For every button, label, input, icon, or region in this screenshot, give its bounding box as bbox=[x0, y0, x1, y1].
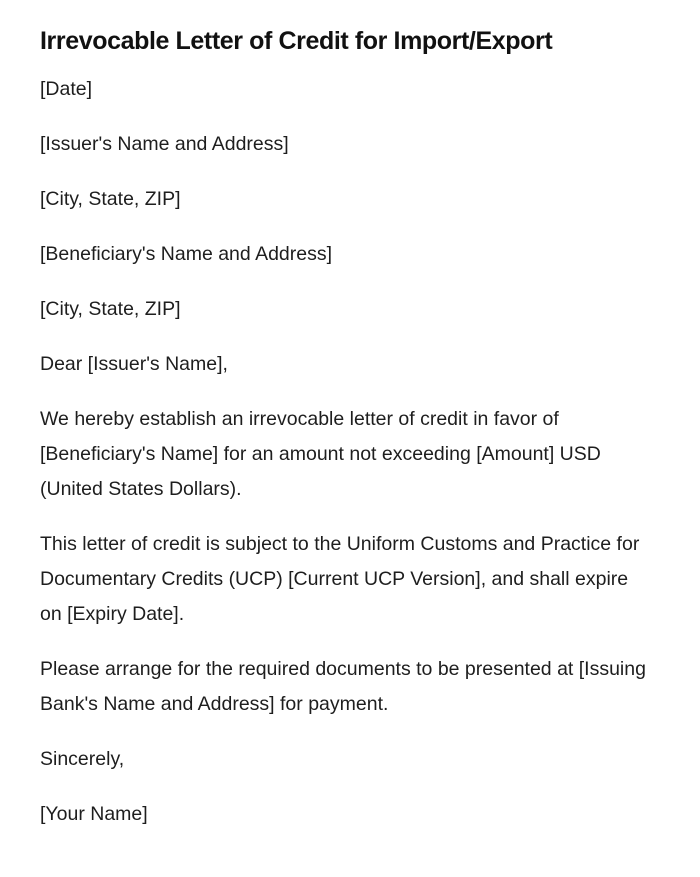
issuer-name-address: [Issuer's Name and Address] bbox=[40, 133, 289, 155]
beneficiary-city-state-zip: [City, State, ZIP] bbox=[40, 298, 181, 320]
letter-document bbox=[40, 24, 650, 852]
body-paragraph-ucp-terms: This letter of credit is subject to the Uniform Customs and Practice for Documentary Credits (UCP) [Current UCP Version], and shall expire on [Expiry Date]. bbox=[40, 533, 640, 625]
beneficiary-name-address: [Beneficiary's Name and Address] bbox=[40, 243, 333, 265]
document-title: Irrevocable Letter of Credit for Import/Export bbox=[40, 27, 553, 55]
body-paragraph-credit-amount: We hereby establish an irrevocable letter of credit in favor of [Beneficiary's Name] for an amount not exceeding [Amount] USD (United States Dollars). bbox=[40, 408, 601, 500]
salutation: Dear [Issuer's Name], bbox=[40, 353, 228, 375]
closing: Sincerely, bbox=[40, 748, 125, 770]
issuer-city-state-zip: [City, State, ZIP] bbox=[40, 188, 181, 210]
date-line: [Date] bbox=[40, 78, 93, 100]
body-paragraph-documents: Please arrange for the required documents to be presented at [Issuing Bank's Name and Address] for payment. bbox=[40, 658, 646, 715]
signature-name: [Your Name] bbox=[40, 803, 148, 825]
